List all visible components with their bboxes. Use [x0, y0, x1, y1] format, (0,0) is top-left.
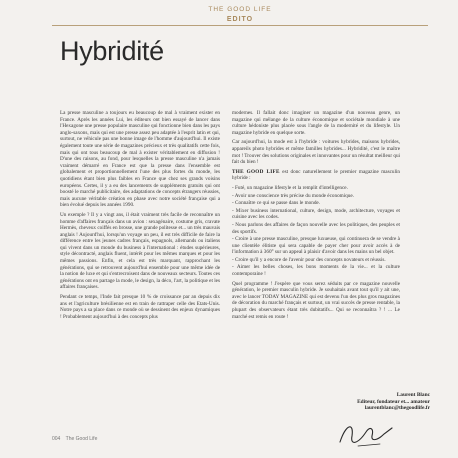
paragraph: modernes. Il fallait donc imaginer un magazine d'un nouveau genre, un magazine qui mélange de la culture économique et sociétale mondiale à une culture hédoniste plus placée sous l'angle de la modernité et du lifestyle. Un magazine hybride en quelque sorte. — [232, 110, 400, 136]
paragraph: Car aujourd'hui, la mode est à l'hybride : voitures hybrides, maisons hybrides, appareils photo hybrides et même familles hybrides... Hybridité, c'est le maître mot ! Trouver des solutions originales et innovantes pour un résultat meilleur qui fait du bien ! — [232, 139, 400, 166]
footer-label: The Good Life — [65, 436, 98, 442]
page-header — [52, 4, 428, 32]
list-item: - Aimer les belles choses, les bons moments de la vie... et la culture contemporaine ! — [232, 264, 400, 277]
list-item: - Croire à une presse masculine, presque luxueuse, qui continuera de se vendre à une clientèle élitiste qui sera capable de payer cher pour avoir accès à de l'information à 360° sur un appeal à plaisir d'avoir dans les mains un bel objet. — [232, 236, 400, 256]
list-item: - Avoir une conscience très précise du monde économique. — [232, 193, 400, 200]
signature-block — [300, 392, 430, 412]
lead-in-text: est donc naturellement le premier magazine masculin hybride : — [232, 168, 400, 182]
paragraph: La presse masculine a toujours eu beaucoup de mal à vraiment exister en France. Après les années Lui, les éditeurs ont bien essayé de lancer dans l'Hexagone une presse populaire masculine qui fonctionne bien dans les pays anglo-saxons, mais qui est une presse assez peu adaptée à l'esprit latin et qui, surtout, ne véhicule pas une bonne image de l'homme d'aujourd'hui. Il existe également toute une série de magazines précieux et très qualitatifs cette fois, mais qui ont tous beaucoup de mal à exister véritablement en diffusion ! D'une des raisons, au fond, pour lesquelles la presse masculine n'a jamais vraiment démarré en France est que la presse dans l'ensemble est globalement et proportionnellement l'une des plus fortes du monde, les quotidiens étant bien plus faibles en France que chez ses grands voisins européens. Certes, il y a eu des lancements de suppléments gratuits qui ont boosté le marché publicitaire, des adaptations de concepts étrangers réussies, mais aucune véritable création en phase avec notre société française qui a bien évolué depuis les années 1990. — [60, 110, 220, 209]
page-number: 004 — [52, 436, 61, 442]
magazine-name: THE GOOD LIFE — [208, 6, 272, 13]
bullet-list — [232, 185, 400, 278]
handwritten-signature — [336, 418, 396, 450]
list-item: - Croire qu'il y a encore de l'avenir pour des concepts novateurs et réussis. — [232, 257, 400, 264]
page-title: Hybridité — [60, 36, 164, 66]
paragraph: Quel programme ! J'espère que vous serez séduits par ce magazine nouvelle génération, le premier masculin hybride. Je souhaitais avant tout qu'il y ait une, avec le lancer TODAY MAGAZINE qui est devenu l'un des plus gros magazines de décoration du marché français et surtout, un vrai succès de presse rentable, la plupart des observateurs étant très dubitatifs... Qui se reconnaîtra ? ! ... Le marché est remis en route ! — [232, 280, 400, 320]
paragraph: Un exemple ? Il y a vingt ans, il était vraiment très facile de reconnaître un homme d'affaires français dans un avion : sexagénaire, costume gris, cravate Hermès, cheveux coiffés en brosse, une grande politesse et... un très mauvais anglais ! Aujourd'hui, lorsqu'un voyage un peu, il est très difficile de faire la différence entre les jeunes cadres français, espagnols, allemands ou italiens qui vivent dans un monde du business à l'international : études supérieures, style décontracté, anglais fluent, intérêt pour les mêmes marques et pour les mêmes passions. Enfin, et cela est très marquant, rapprochant les générations, qui se retrouvent aujourd'hui ensemble pour une même idée de la notion de luxe et qui s'entrecroisent dans de nouveaux secteurs. Toutes ces générations ont en partage la mode, le design, la déco, l'art, la politique et les affaires françaises. — [60, 211, 220, 291]
list-item: - Futé, un magazine lifestyle et la remplit d'intelligence. — [232, 185, 400, 192]
page-footer — [52, 436, 97, 442]
left-column — [60, 110, 220, 323]
paragraph — [232, 169, 400, 182]
section-label: EDITO — [226, 16, 254, 23]
list-item: - Nous parlons des affaires de façon nouvelle avec les politiques, des peuples et des sportifs. — [232, 222, 400, 235]
author-name: Laurent Blanc — [396, 392, 430, 398]
lead-in-brand: THE GOOD LIFE — [232, 168, 280, 175]
author-email[interactable]: laurentblanc@thegoodlife.fr — [364, 405, 430, 412]
author-role: Editeur, fondateur et... amateur — [357, 398, 430, 405]
paragraph: Pendant ce temps, l'Inde fait presque 10 % de croissance par an depuis dix ans et l'agriculture brésilienne est en train de rattraper celle des Etats-Unis. Notre pays a sa place dans ce monde où se dessinent des enjeux dynamiques ! Probablement aujourd'hui à des concepts plus — [60, 294, 220, 320]
section-divider — [52, 25, 428, 26]
right-column — [232, 110, 400, 323]
list-item: - Connaître ce qui se passe dans le monde. — [232, 200, 400, 207]
list-item: - Mixer business international, culture, design, mode, architecture, voyages et cuisine avec les codes. — [232, 208, 400, 221]
